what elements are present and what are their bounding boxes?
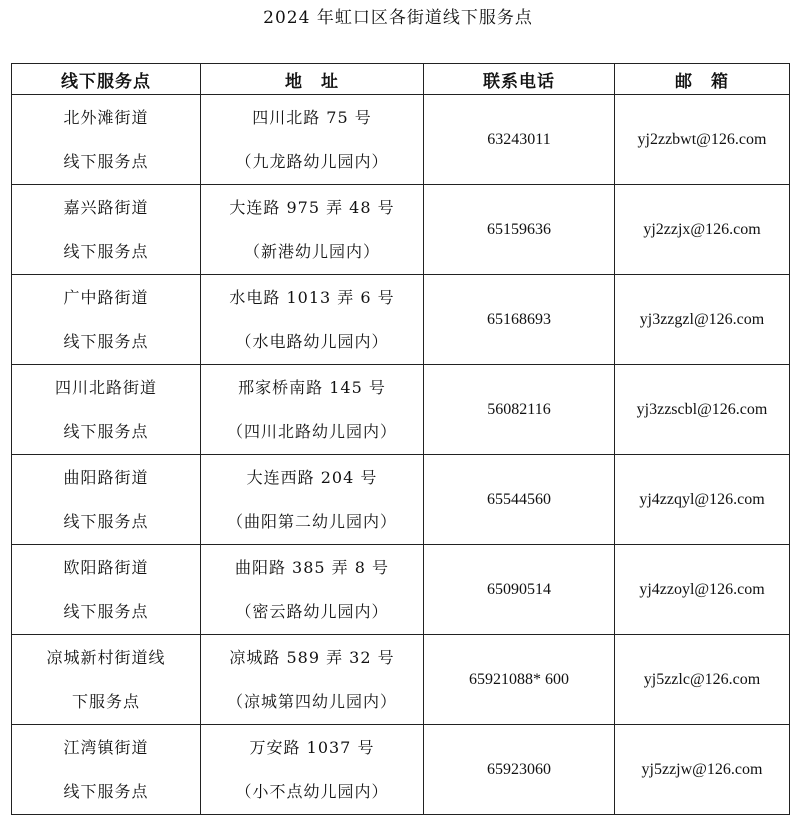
service-point-name-line2: 线下服务点 [63,511,149,531]
email-cell: yj2zzbwt@126.com [615,95,790,185]
service-point-name-line1: 江湾镇街道 [63,737,149,757]
email-cell: yj2zzjx@126.com [615,185,790,275]
email-cell: yj3zzscbl@126.com [615,365,790,455]
service-point-cell [12,545,201,635]
phone-cell: 63243011 [424,95,615,185]
address-line2: （四川北路幼儿园内） [226,421,397,441]
address-line1: 四川北路 75 号 [252,107,372,127]
table-row [12,545,790,635]
service-point-name-line1: 欧阳路街道 [63,557,149,577]
header-service-point: 线下服务点 [12,64,201,95]
service-point-cell [12,455,201,545]
address-cell [201,95,424,185]
address-line1: 水电路 1013 弄 6 号 [229,287,395,307]
address-cell [201,725,424,815]
service-points-table [11,63,790,815]
address-line1: 曲阳路 385 弄 8 号 [234,557,390,577]
phone-cell: 65159636 [424,185,615,275]
service-point-name-line1: 四川北路街道 [54,377,157,397]
phone-cell: 65923060 [424,725,615,815]
service-point-name-line1: 北外滩街道 [63,107,149,127]
service-point-name-line2: 线下服务点 [63,151,149,171]
table-row [12,365,790,455]
address-line1: 大连西路 204 号 [246,467,378,487]
service-point-name-line2: 线下服务点 [63,421,149,441]
service-point-name-line1: 凉城新村街道线 [46,647,166,667]
address-cell [201,455,424,545]
address-cell [201,275,424,365]
address-line2: （新港幼儿园内） [243,241,380,261]
service-point-name-line1: 广中路街道 [63,287,149,307]
email-cell: yj5zzjw@126.com [615,725,790,815]
service-point-cell [12,725,201,815]
service-point-cell [12,635,201,725]
address-cell [201,185,424,275]
email-cell: yj5zzlc@126.com [615,635,790,725]
address-line2: （密云路幼儿园内） [235,601,389,621]
email-cell: yj4zzoyl@126.com [615,545,790,635]
service-point-name-line2: 线下服务点 [63,601,149,621]
table-header-row [12,64,790,95]
phone-cell: 56082116 [424,365,615,455]
service-point-cell [12,365,201,455]
address-line1: 凉城路 589 弄 32 号 [229,647,395,667]
address-cell [201,635,424,725]
service-point-name-line2: 线下服务点 [63,241,149,261]
service-point-name-line2: 线下服务点 [63,331,149,351]
header-phone: 联系电话 [424,64,615,95]
phone-cell: 65090514 [424,545,615,635]
service-point-cell [12,185,201,275]
service-point-cell [12,275,201,365]
table-row [12,725,790,815]
address-cell [201,365,424,455]
table-row [12,455,790,545]
email-cell: yj3zzgzl@126.com [615,275,790,365]
table-row [12,185,790,275]
address-line2: （九龙路幼儿园内） [235,151,389,171]
phone-cell: 65168693 [424,275,615,365]
phone-cell: 65921088* 600 [424,635,615,725]
address-line1: 万安路 1037 号 [249,737,375,757]
service-point-name-line2: 下服务点 [71,691,140,711]
address-line2: （凉城第四幼儿园内） [226,691,397,711]
address-line1: 邢家桥南路 145 号 [238,377,386,397]
address-line1: 大连路 975 弄 48 号 [229,197,395,217]
page-title: 2024 年虹口区各街道线下服务点 [263,8,533,28]
address-cell [201,545,424,635]
header-email: 邮 箱 [615,64,790,95]
address-line2: （小不点幼儿园内） [235,781,389,801]
table-row [12,95,790,185]
phone-cell: 65544560 [424,455,615,545]
service-point-name-line2: 线下服务点 [63,781,149,801]
address-line2: （曲阳第二幼儿园内） [226,511,397,531]
address-line2: （水电路幼儿园内） [235,331,389,351]
service-point-name-line1: 嘉兴路街道 [63,197,149,217]
table-row [12,275,790,365]
service-point-name-line1: 曲阳路街道 [63,467,149,487]
service-point-cell [12,95,201,185]
email-cell: yj4zzqyl@126.com [615,455,790,545]
table-row [12,635,790,725]
header-address: 地 址 [201,64,424,95]
